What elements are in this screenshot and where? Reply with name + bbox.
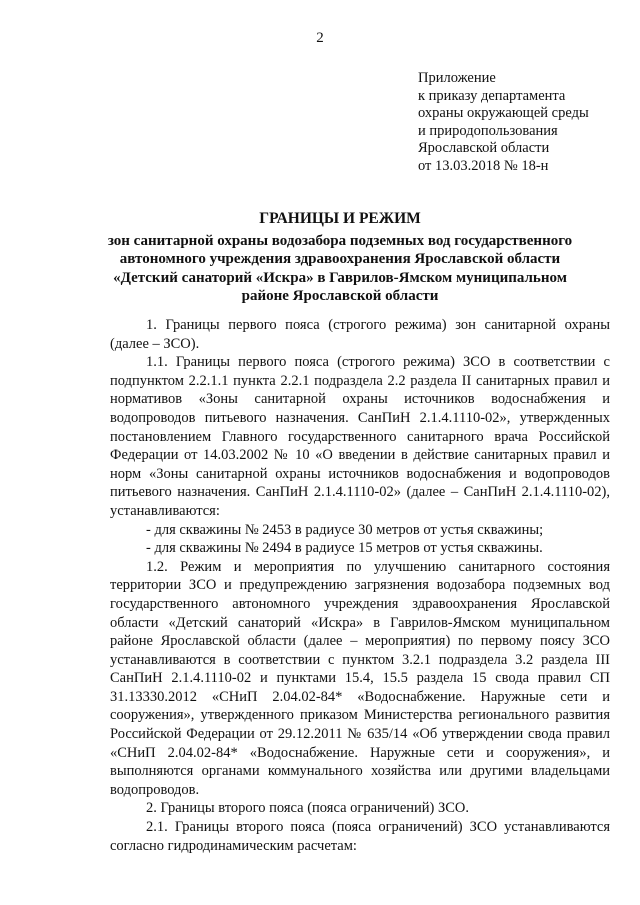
document-title (60, 210, 620, 306)
appendix-line: к приказу департамента (418, 87, 566, 104)
paragraph: 1. Границы первого пояса (строгого режима) зон санитарной охраны (далее – ЗСО). (110, 317, 610, 352)
list-item: - для скважины № 2494 в радиусе 15 метров от устья скважины. (146, 540, 543, 557)
appendix-line: охраны окружающей среды (418, 105, 589, 121)
paragraph: 1.1. Границы первого пояса (строгого режима) ЗСО в соответствии с подпунктом 2.2.1.1 пункта 2.2.1 подраздела 2.2 раздела II санитарных правил и нормативов «Зоны санитарной охраны источников водоснабжения и водопроводов питьевого назначения. СанПиН 2.1.4.1110-02», утвержденных постановлением Главного государственного санитарного врача Российской Федерации от 14.03.2002 № 10 «О введении в действие санитарных правил и норм «Зоны санитарной охраны источников водоснабжения и водопроводов питьевого назначения. СанПиН 2.1.4.1110-02» (далее – СанПиН 2.1.4.1110-02), устанавливаются: (110, 354, 610, 519)
appendix-line: Ярославской области (418, 140, 550, 156)
title-line: «Детский санаторий «Искра» в Гаврилов-Ямском муниципальном (113, 269, 567, 286)
title-main: ГРАНИЦЫ И РЕЖИМ (259, 210, 421, 227)
appendix-line: и природопользования (418, 122, 558, 139)
appendix-header (418, 70, 633, 175)
appendix-line: Приложение (418, 70, 496, 86)
page-number: 2 (316, 30, 324, 46)
title-line: автономного учреждения здравоохранения Ярославской области (119, 251, 561, 267)
title-line: районе Ярославской области (241, 288, 439, 304)
list-item: - для скважины № 2453 в радиусе 30 метров от устья скважины; (146, 521, 544, 538)
paragraph: 2. Границы второго пояса (пояса ограничений) ЗСО. (146, 800, 470, 817)
paragraph: 2.1. Границы второго пояса (пояса ограничений) ЗСО устанавливаются согласно гидродинамическим расчетам: (110, 819, 610, 854)
title-line: зон санитарной охраны водозабора подземных вод государственного (107, 232, 573, 249)
document-body (110, 316, 610, 855)
paragraph: 1.2. Режим и мероприятия по улучшению санитарного состояния территории ЗСО и предупреждению загрязнения водозабора подземных вод государственного автономного учреждения здравоохранения Ярославской области «Детский санаторий «Искра» в Гаврилов-Ямском муниципальном районе Ярославской области (далее – мероприятия) по первому поясу ЗСО устанавливаются в соответствии с пунктом 3.2.1 подраздела 3.2 раздела III СанПиН 2.1.4.1110-02 и пунктами 15.4, 15.5 раздела 15 свода правил СП 31.13330.2012 «СНиП 2.04.02-84* «Водоснабжение. Наружные сети и сооружения», утвержденного приказом Министерства регионального развития Российской Федерации от 29.12.2011 № 635/14 «Об утверждении свода правил «СНиП 2.04.02-84* «Водоснабжение. Наружные сети и сооружения», и выполняются органами коммунального хозяйства или другими владельцами водопроводов. (110, 558, 610, 798)
appendix-line: от 13.03.2018 № 18-н (418, 157, 549, 174)
